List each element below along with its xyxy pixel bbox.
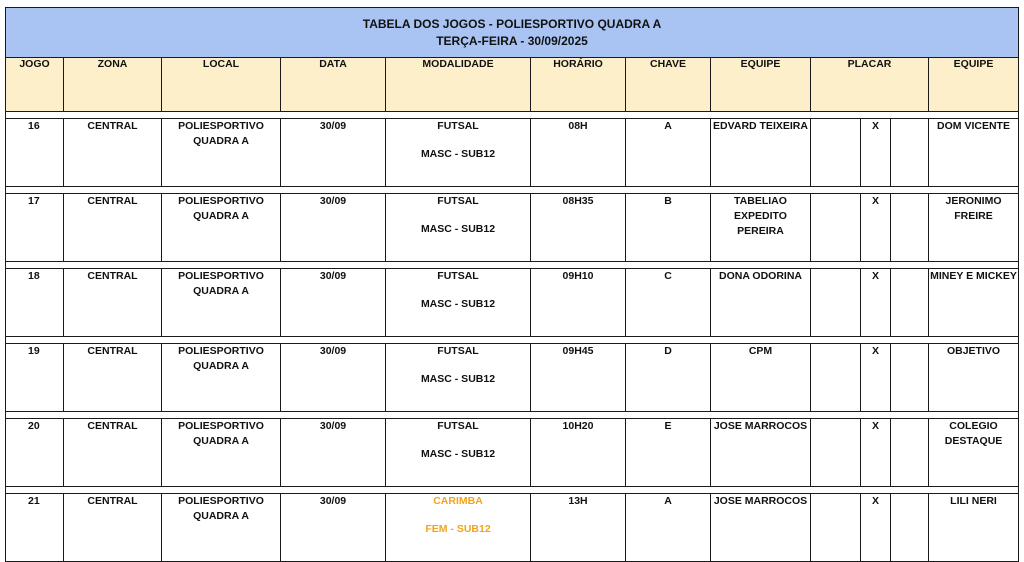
header-local: LOCAL	[162, 58, 281, 112]
header-data: DATA	[281, 58, 386, 112]
cell-zona: CENTRAL	[64, 119, 162, 187]
cell-equipe-1: JOSE MARROCOS	[711, 419, 811, 487]
cell-modalidade	[386, 419, 531, 487]
local-line: POLIESPORTIVO	[178, 345, 264, 357]
modalidade-name: FUTSAL	[437, 420, 479, 432]
cell-chave: E	[626, 419, 711, 487]
cell-equipe-2: MINEY E MICKEY	[929, 269, 1019, 337]
cell-data: 30/09	[281, 494, 386, 562]
cell-chave: A	[626, 119, 711, 187]
header-equipe-1: EQUIPE	[711, 58, 811, 112]
table-row	[6, 419, 1019, 487]
cell-chave: B	[626, 194, 711, 262]
score-box-1	[811, 419, 861, 487]
table-row	[6, 119, 1019, 187]
table-row	[6, 344, 1019, 412]
row-spacer	[6, 187, 1019, 194]
table-row	[6, 194, 1019, 262]
header-row	[6, 58, 1019, 112]
local-line: QUADRA A	[193, 135, 249, 147]
score-box-2	[891, 494, 929, 562]
local-line: POLIESPORTIVO	[178, 495, 264, 507]
header-horario: HORÁRIO	[531, 58, 626, 112]
modalidade-categoria: MASC - SUB12	[420, 148, 496, 160]
cell-jogo: 18	[6, 269, 64, 337]
local-line: QUADRA A	[193, 435, 249, 447]
cell-local	[162, 119, 281, 187]
row-spacer-cell	[6, 262, 1019, 269]
modalidade-name: CARIMBA	[433, 495, 483, 507]
cell-zona: CENTRAL	[64, 419, 162, 487]
cell-local	[162, 269, 281, 337]
modalidade-name: FUTSAL	[437, 120, 479, 132]
header-zona: ZONA	[64, 58, 162, 112]
cell-modalidade	[386, 344, 531, 412]
cell-zona: CENTRAL	[64, 194, 162, 262]
cell-jogo: 20	[6, 419, 64, 487]
score-separator: X	[861, 494, 891, 562]
cell-horario: 09H10	[531, 269, 626, 337]
score-box-1	[811, 269, 861, 337]
header-placar: PLACAR	[811, 58, 929, 112]
cell-data: 30/09	[281, 119, 386, 187]
title-cell	[6, 8, 1019, 58]
header-chave: CHAVE	[626, 58, 711, 112]
score-box-2	[891, 344, 929, 412]
row-spacer-cell	[6, 112, 1019, 119]
cell-data: 30/09	[281, 344, 386, 412]
header-equipe-2: EQUIPE	[929, 58, 1019, 112]
local-line: QUADRA A	[193, 510, 249, 522]
score-separator: X	[861, 269, 891, 337]
score-box-2	[891, 194, 929, 262]
header-modalidade: MODALIDADE	[386, 58, 531, 112]
cell-local	[162, 344, 281, 412]
cell-equipe-2: OBJETIVO	[929, 344, 1019, 412]
modalidade-name: FUTSAL	[437, 270, 479, 282]
score-box-1	[811, 344, 861, 412]
cell-equipe-1: DONA ODORINA	[711, 269, 811, 337]
local-line: QUADRA A	[193, 210, 249, 222]
cell-horario: 09H45	[531, 344, 626, 412]
score-box-1	[811, 194, 861, 262]
cell-zona: CENTRAL	[64, 494, 162, 562]
cell-horario: 08H35	[531, 194, 626, 262]
row-spacer	[6, 412, 1019, 419]
cell-jogo: 19	[6, 344, 64, 412]
modalidade-categoria: MASC - SUB12	[420, 223, 496, 235]
cell-equipe-2: COLEGIO DESTAQUE	[929, 419, 1019, 487]
modalidade-categoria: MASC - SUB12	[420, 373, 496, 385]
cell-equipe-1: EDVARD TEIXEIRA	[711, 119, 811, 187]
cell-zona: CENTRAL	[64, 269, 162, 337]
row-spacer	[6, 337, 1019, 344]
cell-equipe-1: JOSE MARROCOS	[711, 494, 811, 562]
score-box-2	[891, 419, 929, 487]
cell-modalidade	[386, 119, 531, 187]
cell-equipe-2: JERONIMO FREIRE	[929, 194, 1019, 262]
cell-local	[162, 194, 281, 262]
cell-jogo: 17	[6, 194, 64, 262]
score-box-2	[891, 269, 929, 337]
row-spacer-cell	[6, 337, 1019, 344]
cell-modalidade	[386, 269, 531, 337]
cell-local	[162, 419, 281, 487]
row-spacer-cell	[6, 187, 1019, 194]
cell-chave: D	[626, 344, 711, 412]
games-table	[5, 7, 1019, 562]
cell-chave: C	[626, 269, 711, 337]
score-separator: X	[861, 194, 891, 262]
modalidade-categoria: FEM - SUB12	[425, 523, 491, 535]
cell-data: 30/09	[281, 419, 386, 487]
row-spacer	[6, 487, 1019, 494]
cell-data: 30/09	[281, 194, 386, 262]
row-spacer	[6, 112, 1019, 119]
cell-jogo: 16	[6, 119, 64, 187]
score-box-1	[811, 119, 861, 187]
cell-equipe-2: DOM VICENTE	[929, 119, 1019, 187]
cell-horario: 10H20	[531, 419, 626, 487]
modalidade-name: FUTSAL	[437, 195, 479, 207]
table-row	[6, 494, 1019, 562]
local-line: POLIESPORTIVO	[178, 270, 264, 282]
modalidade-categoria: MASC - SUB12	[420, 298, 496, 310]
local-line: POLIESPORTIVO	[178, 420, 264, 432]
header-jogo: JOGO	[6, 58, 64, 112]
page-subtitle: TERÇA-FEIRA - 30/09/2025	[436, 33, 588, 48]
cell-equipe-1: CPM	[711, 344, 811, 412]
row-spacer	[6, 262, 1019, 269]
row-spacer-cell	[6, 412, 1019, 419]
cell-jogo: 21	[6, 494, 64, 562]
score-box-2	[891, 119, 929, 187]
modalidade-categoria: MASC - SUB12	[420, 448, 496, 460]
local-line: POLIESPORTIVO	[178, 195, 264, 207]
cell-chave: A	[626, 494, 711, 562]
cell-horario: 13H	[531, 494, 626, 562]
row-spacer-cell	[6, 487, 1019, 494]
score-separator: X	[861, 344, 891, 412]
cell-data: 30/09	[281, 269, 386, 337]
local-line: QUADRA A	[193, 285, 249, 297]
cell-zona: CENTRAL	[64, 344, 162, 412]
cell-modalidade	[386, 194, 531, 262]
score-separator: X	[861, 119, 891, 187]
cell-horario: 08H	[531, 119, 626, 187]
score-box-1	[811, 494, 861, 562]
score-separator: X	[861, 419, 891, 487]
title-row	[6, 8, 1019, 58]
cell-modalidade	[386, 494, 531, 562]
cell-local	[162, 494, 281, 562]
table-row	[6, 269, 1019, 337]
local-line: POLIESPORTIVO	[178, 120, 264, 132]
cell-equipe-1: TABELIAO EXPEDITO PEREIRA	[711, 194, 811, 262]
page-title: TABELA DOS JOGOS - POLIESPORTIVO QUADRA A	[362, 16, 662, 31]
modalidade-name: FUTSAL	[437, 345, 479, 357]
cell-equipe-2: LILI NERI	[929, 494, 1019, 562]
local-line: QUADRA A	[193, 360, 249, 372]
